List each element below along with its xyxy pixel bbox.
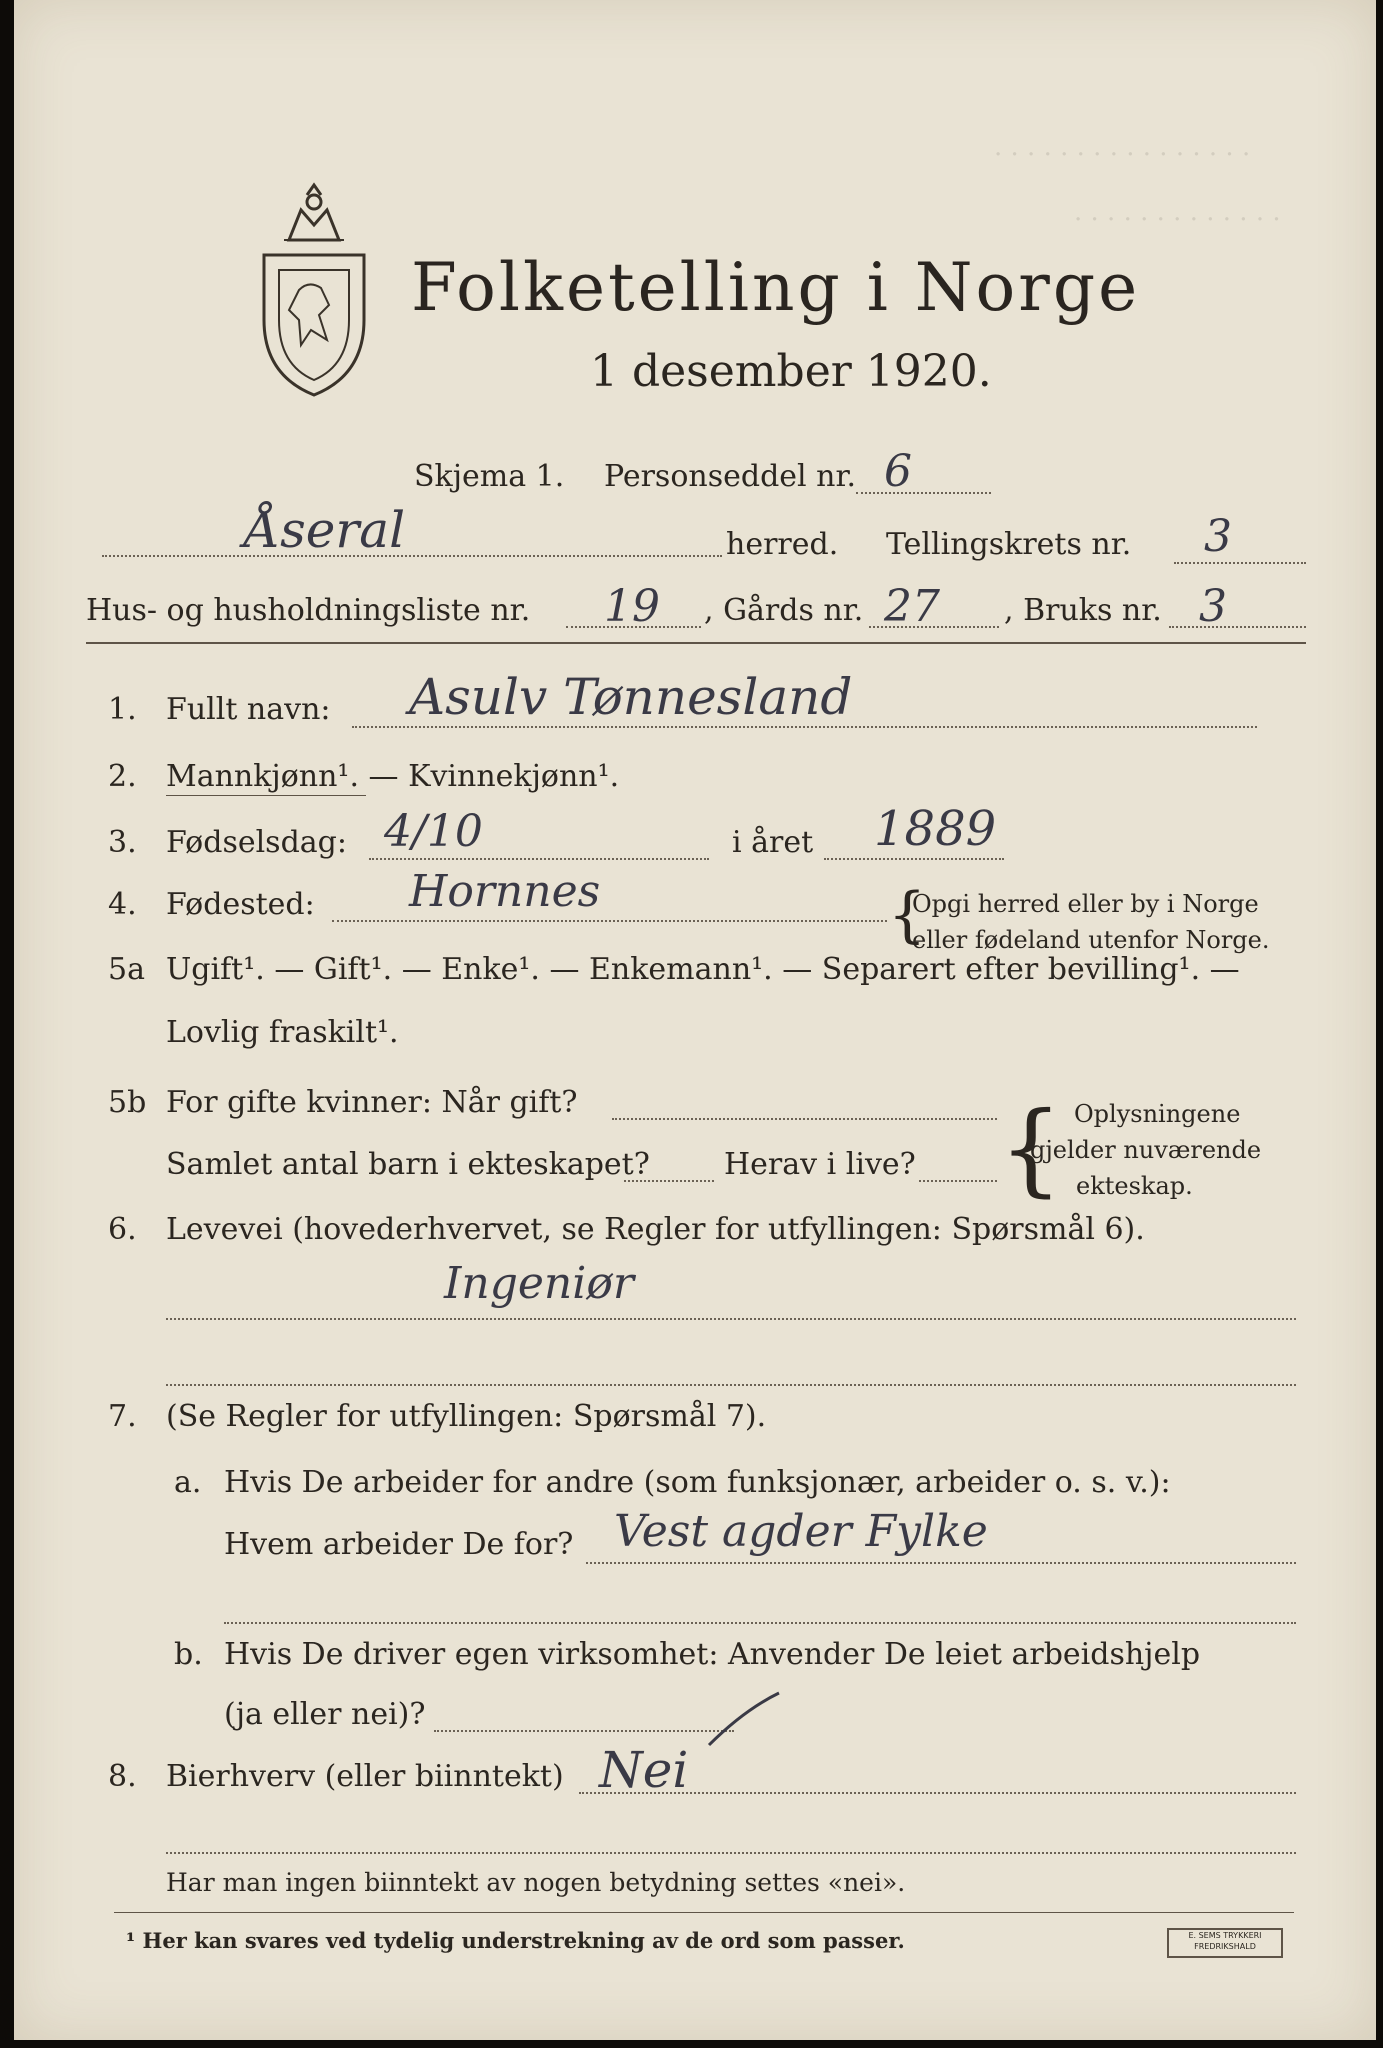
schema-label: Skjema 1.: [414, 459, 565, 494]
q2-underline: [166, 795, 366, 796]
herred-label: herred.: [726, 527, 839, 562]
printer-stamp: [1167, 1928, 1283, 1958]
q1-number: 1.: [108, 692, 137, 727]
q7a-line1: Hvis De arbeider for andre (som funksjonær, arbeider o. s. v.):: [224, 1465, 1171, 1500]
q8-label: Bierhverv (eller biinntekt): [166, 1759, 564, 1794]
herred-line: [102, 555, 722, 557]
personseddel-label: Personseddel nr.: [604, 459, 857, 494]
form-title: Folketelling i Norge: [411, 249, 1141, 326]
personseddel-value: 6: [884, 446, 912, 497]
q5a-number: 5a: [108, 952, 145, 987]
tellingskrets-line: [1174, 562, 1306, 564]
q6-line2: [166, 1384, 1296, 1386]
q7b-letter: b.: [174, 1637, 203, 1672]
q5b-line2b: Herav i live?: [724, 1147, 916, 1182]
q4-note-line1: Opgi herred eller by i Norge: [912, 890, 1259, 918]
footnote: ¹ Her kan svares ved tydelig understrekning av de ord som passer.: [126, 1928, 905, 1953]
q5b-children-line: [624, 1180, 714, 1182]
q4-line: [332, 920, 887, 922]
q7a-line-extra: [224, 1622, 1296, 1624]
q5a-line2: Lovlig fraskilt¹.: [166, 1015, 399, 1050]
gards-label: , Gårds nr.: [704, 593, 864, 628]
q5b-note3: ekteskap.: [1076, 1172, 1193, 1200]
q3-value: 4/10: [384, 806, 483, 857]
bleed-through-text: · · · · · · · · · · · · ·: [1074, 205, 1281, 235]
header-divider: [86, 642, 1306, 644]
q7b-line: [434, 1730, 734, 1732]
q8-number: 8.: [108, 1759, 137, 1794]
q4-note-line2: eller fødeland utenfor Norge.: [912, 926, 1270, 954]
q3-year-line: [824, 858, 1004, 860]
q5b-married-line: [612, 1118, 997, 1120]
q5a-line1: Ugift¹. — Gift¹. — Enke¹. — Enkemann¹. — Separert efter bevilling¹. —: [166, 952, 1240, 987]
q5b-note2: gjelder nuværende: [1030, 1136, 1262, 1164]
q1-line: [352, 726, 1257, 728]
q1-label: Fullt navn:: [166, 692, 331, 727]
census-form-page: [14, 0, 1376, 2040]
q6-number: 6.: [108, 1212, 137, 1247]
q5b-line2a: Samlet antal barn i ekteskapet?: [166, 1147, 650, 1182]
q5b-alive-line: [919, 1180, 997, 1182]
gards-value: 27: [884, 581, 940, 632]
q5b-brace: {: [999, 1090, 1063, 1207]
q4-brace: {: [888, 880, 927, 950]
bruks-line: [1169, 626, 1306, 628]
q1-value: Asulv Tønnesland: [409, 668, 853, 726]
q3-number: 3.: [108, 825, 137, 860]
q4-label: Fødested:: [166, 887, 315, 922]
q7-number: 7.: [108, 1399, 137, 1434]
q4-number: 4.: [108, 887, 137, 922]
husliste-label: Hus- og husholdningsliste nr.: [86, 593, 531, 628]
census-date: 1 desember 1920.: [590, 346, 992, 397]
tellingskrets-value: 3: [1204, 511, 1232, 562]
bruks-value: 3: [1199, 581, 1227, 632]
bruks-label: , Bruks nr.: [1004, 593, 1162, 628]
norway-coat-of-arms-icon: [249, 180, 379, 400]
q2-label: Mannkjønn¹. — Kvinnekjønn¹.: [166, 759, 620, 794]
q3-label: Fødselsdag:: [166, 825, 347, 860]
printer-stamp-line2: FREDRIKSHALD: [1194, 1942, 1256, 1951]
q3-year-value: 1889: [874, 801, 997, 857]
q7-label: (Se Regler for utfyllingen: Spørsmål 7).: [166, 1399, 767, 1434]
personseddel-line: [856, 492, 991, 494]
bleed-through-text: · · · · · · · · · · · · · · · ·: [994, 140, 1251, 170]
q7b-dash-stroke: [704, 1690, 784, 1750]
q7a-letter: a.: [174, 1465, 202, 1500]
q8-line2: [166, 1852, 1296, 1854]
q2-number: 2.: [108, 759, 137, 794]
q6-value: Ingeniør: [444, 1258, 634, 1309]
q7b-line2: (ja eller nei)?: [224, 1697, 426, 1732]
q5b-line1: For gifte kvinner: Når gift?: [166, 1085, 578, 1120]
q3-day-line: [369, 858, 709, 860]
q4-value: Hornnes: [409, 866, 601, 917]
q7b-line1: Hvis De driver egen virksomhet: Anvender De leiet arbeidshjelp: [224, 1637, 1201, 1672]
q3-year-label: i året: [732, 825, 814, 860]
footer-divider: [114, 1912, 1294, 1913]
q8-value: Nei: [599, 1741, 689, 1799]
husliste-value: 19: [604, 581, 660, 632]
q7a-line: [586, 1562, 1296, 1564]
q6-line1: [166, 1318, 1296, 1320]
herred-value: Åseral: [244, 501, 406, 559]
tellingskrets-label: Tellingskrets nr.: [886, 527, 1132, 562]
q6-label: Levevei (hovederhvervet, se Regler for utfyllingen: Spørsmål 6).: [166, 1212, 1145, 1247]
footer-note: Har man ingen biinntekt av nogen betydning settes «nei».: [166, 1868, 906, 1897]
q7a-value: Vest agder Fylke: [614, 1506, 988, 1557]
q5b-note1: Oplysningene: [1074, 1100, 1241, 1128]
q5b-number: 5b: [108, 1085, 147, 1120]
printer-stamp-line1: E. SEMS TRYKKERI: [1188, 1931, 1262, 1940]
q7a-line2: Hvem arbeider De for?: [224, 1527, 574, 1562]
